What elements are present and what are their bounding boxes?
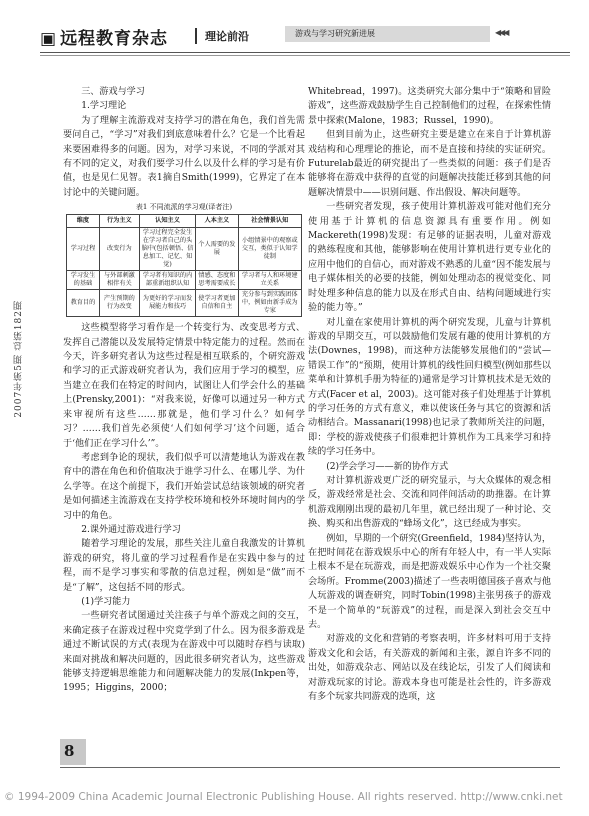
table-cell: 与外部刺激相伴有关 <box>99 271 139 290</box>
issue-side-note: 2007年第5期 总第182期 <box>14 300 24 418</box>
table-cell: 使学习者更加自信和自主 <box>196 290 238 317</box>
magazine-name: 远程教育杂志 <box>60 29 169 49</box>
paragraph: 对计算机游戏更广泛的研究显示，与大众媒体的观念相反，游戏经常是社会、交流和同伴间活动的助推器。在计算机游戏刚刚出现的最初几年里，就已经出现了一种讨论、交换、购买和出售游戏的“蜂场文化”，这已经成为事实。 <box>308 475 551 530</box>
paragraph: 这些模型将学习看作是一个转变行为、改变思考方式、发挥自己潜能以及发展特定情景中特定能力的过程。然而在今天，许多研究者认为这些过程是相互联系的，个研究游戏和学习的正式游戏研究者认为，我们应用于学习的模型，应当建立在我们在特定的时间内，试图让人们学会什么的基础上(Prensky,2001)：“对我来说，好像可以通过另一种方式来审视所有这些……那就是，他们学习什么？如何学习？……我们首先必须使‘人们如何学习’这个问题，适合于‘他们正在学习什么’”。 <box>63 323 305 449</box>
magazine-title <box>40 24 168 49</box>
paragraph: Whitebread，1997)。这类研究大部分集中于“策略和冒险游戏”，这些游戏鼓励学生自己控制他们的过程，在探索性情景中探索(Malone，1983；Russel，1990)。 <box>308 87 551 126</box>
arrows-icon: ◀◀◀ <box>495 28 508 37</box>
paragraph: 随着学习理论的发展，那些关注儿童自我激发的计算机游戏的研究，将儿童的学习过程看作是在实践中参与的过程，而不是学习事实和零散的信息过程，例如是“做”而不是“了解”，这包括不同的形式。 <box>63 539 305 593</box>
table-header-row <box>67 215 302 228</box>
header-rule-thin <box>40 55 570 56</box>
subsection-heading: (2)学会学习——新的协作方式 <box>326 461 449 472</box>
square-bullet-icon: ▣ <box>40 29 58 49</box>
subsection-heading: 1.学习理论 <box>81 101 127 112</box>
footer-rule <box>60 767 560 768</box>
paragraph: 一些研究者发现，孩子使用计算机游戏可能对他们充分使用基于计算机的信息资源具有重要作用。例如Mackereth(1998)发现：有足够的证据表明，儿童对游戏的熟练程度和其他，能够影响在使用计算机进行更专业化的应用中他们的自信心，而对游戏不熟悉的儿童“因不能发展与电子媒体相关的必要的技能，例如处理动态的视觉变化、同时处理多种信息的能力以及在形式自由、结构问题域进行实验的能力等。” <box>308 202 551 314</box>
table-header-cell: 人本主义 <box>196 215 238 228</box>
table-cell: 学习者有知识的内部重新组织认知 <box>139 271 195 290</box>
subsection-heading: (1)学习能力 <box>81 596 131 607</box>
page-number: 8 <box>64 742 75 760</box>
table-cell: 为更好的学习而发展能力和技巧 <box>139 290 195 317</box>
paragraph: 但到目前为止，这些研究主要是建立在来自于计算机游戏结构和心理理论的推论，而不是直接和持续的实证研究。Futurelab最近的研究提出了一些类似的问题：孩子们是否能够将在游戏中获得的直觉的问题解决技能迁移到其他的问题解决情景中——识别问题、作出假设、解决问题等。 <box>308 130 551 198</box>
learning-theories-table <box>66 214 302 317</box>
table-title: 表1 不同流派的学习观(译者注) <box>135 203 233 212</box>
table-row <box>67 228 302 271</box>
table-row <box>67 271 302 290</box>
table-header-cell: 维度 <box>67 215 100 228</box>
paragraph: 一些研究者试图通过关注孩子与单个游戏之间的交互，来确定孩子在游戏过程中究竟学到了什么。因为很多游戏是通过不断试误的方式(表现为在游戏中可以随时存档与读取)来面对挑战和解决问题的，因此很多研究者认为，这些游戏能够支持逻辑思维能力和问题解决能力的发展(Inkpen等，1995；Higgins，2000； <box>63 611 305 694</box>
section-heading: 三、游戏与学习 <box>81 87 145 97</box>
table-header-cell: 社会情景认知 <box>238 215 301 228</box>
paragraph: 对游戏的文化和营销的考察表明，许多材料可用于支持游戏文化和会话，有关游戏的新闻和主张，源自许多不同的出处，如游戏杂志、网站以及在线论坛，引发了人们阅读和对游戏玩家的讨论。游戏本身也可能是社会性的，许多游戏有多个玩家共同游戏的选项，这 <box>308 634 551 703</box>
page-header <box>40 20 570 50</box>
section-label: 理论前沿 <box>195 28 249 44</box>
paragraph: 例如，早期的一个研究(Greenfield，1984)坚持认为，在把时间花在游戏娱乐中心的所有年轻人中，有一半人实际上根本不是在玩游戏，而是把游戏娱乐中心作为一个社交聚会场所。Fromme(2003)描述了一些表明德国孩子喜欢与他人玩游戏的调查研究，同时Tobin(1998)主张男孩子的游戏不是一个简单的“玩游戏”的过程，而是深入到社会交互中去。 <box>308 533 551 631</box>
table-cell: 充分参与到实践团体中，例如由新手成为专家 <box>238 290 301 317</box>
subsection-heading: 2.课外通过游戏进行学习 <box>81 524 181 535</box>
table-cell: 个人需要的发展 <box>196 228 238 271</box>
paragraph: 考虑到争论的现状，我们似乎可以清楚地认为游戏在教育中的潜在角色和价值取决于谁学习什么、在哪儿学、为什么学等。在这个前提下，我们开始尝试总结该领域的研究者是如何描述主流游戏在支持学校环境和校外环境时间内的学习中的角色。 <box>63 452 305 521</box>
paragraph: 为了理解主流游戏对支持学习的潜在角色，我们首先需要问自己，“学习”对我们到底意味着什么？它是一个比看起来要困难得多的问题。因为，对学习来说，不同的学派对其有不同的定义，对我们要学习什么以及什么样的学习是有价值，也是见仁见智。表1摘自Smith(1999)，它界定了在本讨论中的关键问题。 <box>63 115 305 198</box>
table-header-cell: 认知主义 <box>139 215 195 228</box>
table-row <box>67 290 302 317</box>
table-cell: 教育目的 <box>67 290 100 317</box>
topic-label: 游戏与学习研究新进展 <box>285 26 490 42</box>
table-cell: 小组情景中的观察或交互，类似于认知学徒制 <box>238 228 301 271</box>
copyright-notice: © 1994-2009 China Academic Journal Electronic Publishing House. All rights reserved. http://www.cnki.net <box>4 791 563 803</box>
right-column <box>308 85 551 704</box>
table-cell: 学习发生的基础 <box>67 271 100 290</box>
table-cell: 学习者与人和环境建立关系 <box>238 271 301 290</box>
paragraph: 对儿童在家使用计算机的两个研究发现，儿童与计算机游戏的早期交互，可以鼓励他们发展有趣的使用计算机的方法(Downes，1998)，而这种方法能够发展他们的“尝试—错误工作”的“预期，使用计算机的线性回归模型(例如那些以菜单和计算机手册为特征的)通常是学习计算机技术是无效的方式(Facer et al，2003)。这可能对孩子们处理基于计算机的学习任务的方式有意义，难以使该任务与其它的资源和活动相结合。Massanari(1998)也记录了教师所关注的问题，即：学校的游戏使孩子们很难把计算机作为工具来学习和持续的学习任务中。 <box>308 317 552 458</box>
table-cell: 改变行为 <box>99 228 139 271</box>
table-cell: 情感、态度和思考需要成长 <box>196 271 238 290</box>
table-header-cell: 行为主义 <box>99 215 139 228</box>
left-column <box>63 85 305 696</box>
table-cell: 学习过程 <box>67 228 100 271</box>
table-cell: 学习过程完全发生在学习者自己的头脑中(包括顿悟、信息加工、记忆、知觉) <box>139 228 195 271</box>
table-cell: 产生预期的行为改变 <box>99 290 139 317</box>
header-rule <box>40 52 570 53</box>
